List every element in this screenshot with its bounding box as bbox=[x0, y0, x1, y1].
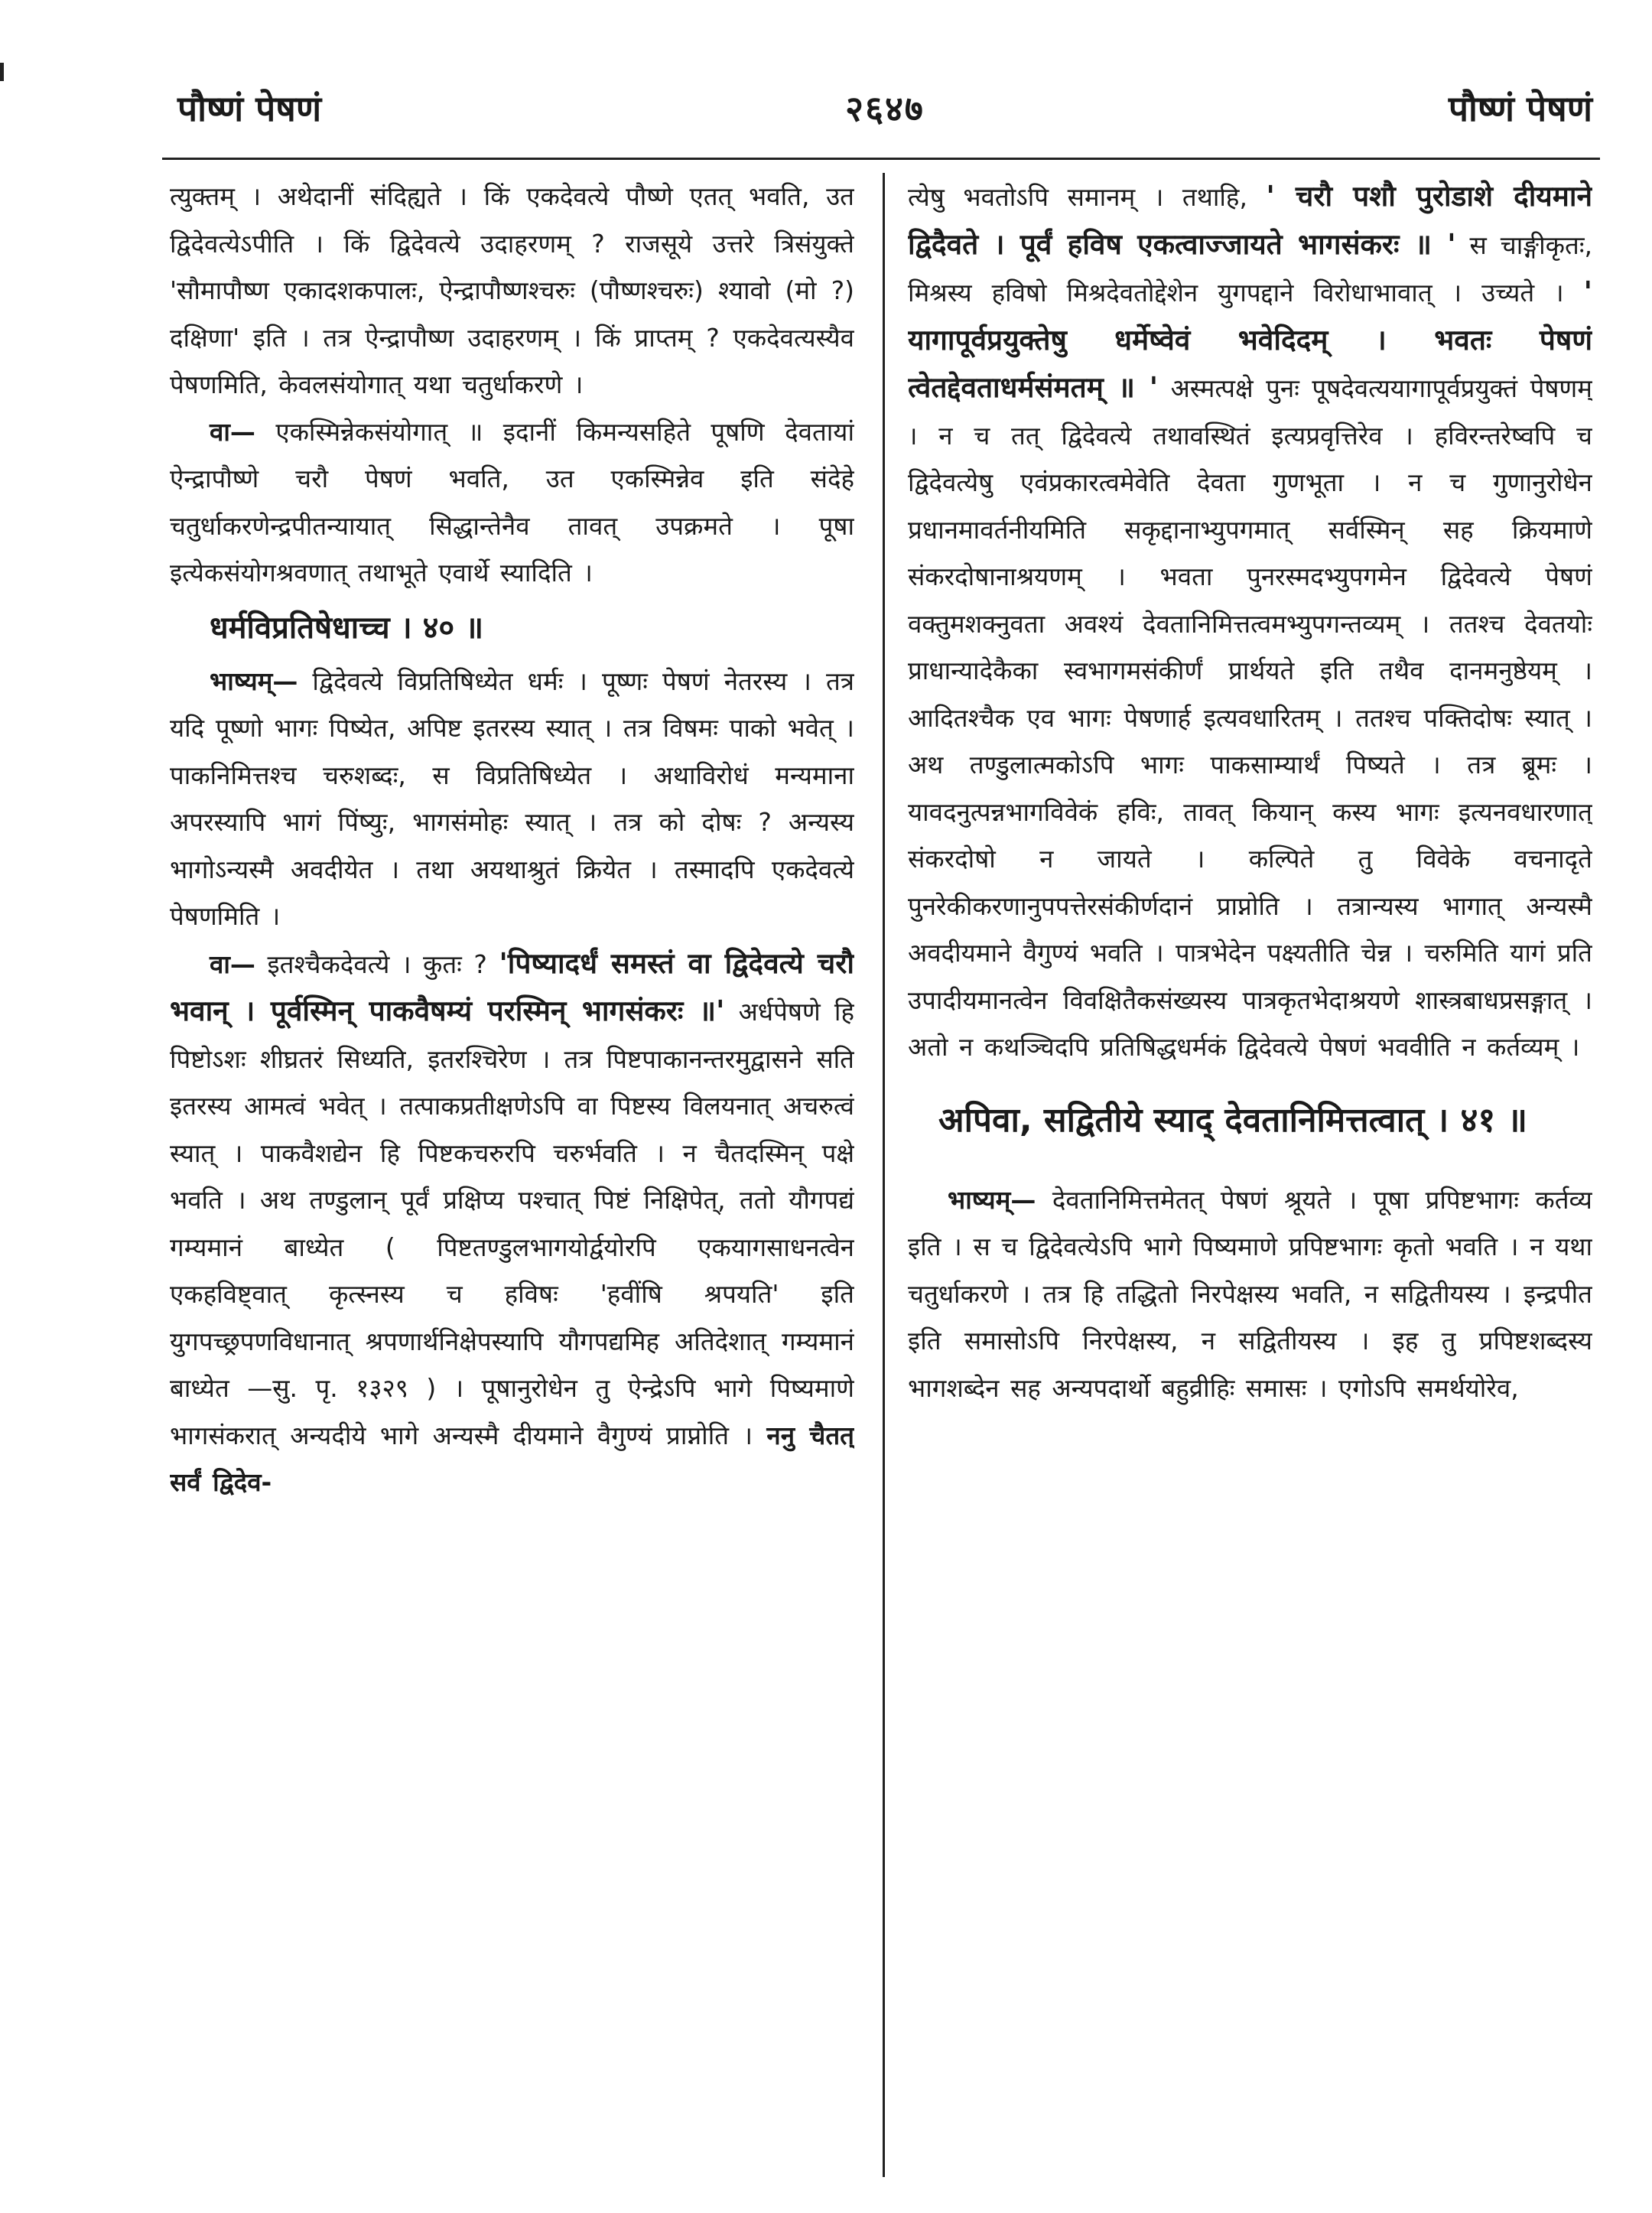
paragraph-continuation bbox=[908, 173, 1592, 1071]
bhashya-text: द्विदेवत्ये विप्रतिषिध्येत धर्मः । पूष्णः पेषणं नेतरस्य । तत्र यदि पूष्णो भागः पिष्येत, अपिष्ट इतरस्य स्यात् । तत्र विषमः पाको भवेत् । पाकनिमित्तश्च चरुशब्दः, स विप्रतिषिध्येत । अथाविरोधं मन्यमाना अपरस्यापि भागं पिंष्युः, भागसंमोहः स्यात् । तत्र को दोषः ? अन्यस्य भागोऽन्यस्मै अवदीयेत । तथा अयथाश्रुतं क्रियेत । तस्मादपि एकदेवत्ये पेषणमिति । bbox=[170, 666, 854, 931]
bhashya-label: भाष्यम्— bbox=[948, 1184, 1036, 1215]
header-left-title: पौष्णं पेषणं bbox=[177, 88, 322, 129]
right-column bbox=[908, 173, 1592, 2177]
verse-quote: ' चरौ पशौ पुरोडाशे दीयमाने द्विदैवते । पूर्वं हविष एकत्वाज्जायते भागसंकरः ॥ ' bbox=[908, 180, 1592, 261]
vartika-label: वा— bbox=[210, 416, 255, 447]
verse-quote: 'पिष्याद‍र्धं समस्तं वा द्विदेवत्ये चरौ भवान् । पूर्वस्मिन् पाकवैषम्यं परस्मिन् भागसंकरः ॥' bbox=[170, 946, 854, 1027]
vartika-text: अर्धपेषणे हि पिष्टोऽशः शीघ्रतरं सिध्यति, इतरश्चिरेण । तत्र पिष्टपाकानन्तरमुद्वासने सति इतरस्य आमत्वं भवेत् । तत्पाकप्रतीक्षणेऽपि वा पिष्टस्य विलयनात् अचरुत्वं स्यात् । पाकवैशद्येन हि पिष्टकचरुरपि चरुर्भवति । न चैतदस्मिन् पक्षे भवति । अथ तण्डुलान् पूर्वं प्रक्षिप्य पश्चात् पिष्टं निक्षिपेत्, ततो यौगपद्यं गम्यमानं बाध्येत ( पिष्टतण्डुलभागयोर्द्वयोरपि एकयागसाधनत्वेन एकहविष्ट्वात् कृत्स्नस्य च हविषः 'हवींषि श्रपयति' इति युगपच्छ्रपणविधानात् श्रपणार्थनिक्षेपस्यापि यौगपद्यमिह अतिदेशात् गम्यमानं बाध्येत —सु. पृ. १३२९ ) । पूषानुरोधेन तु ऐन्द्रेऽपि भागे पिष्यमाणे भागसंकरात् अन्यदीये भागे अन्यस्मै दीयमाने वैगुण्यं प्राप्नोति । bbox=[170, 997, 854, 1450]
continuation-text: त्येषु भवतोऽपि समानम् । तथाहि, bbox=[908, 182, 1247, 212]
vartika-text: एकस्मिन्नेकसंयोगात् ॥ इदानीं किमन्यसहिते पूषणि देवतायां ऐन्द्रापौष्णे चरौ पेषणं भवति, उत एकस्मिन्नेव इति संदेहे चतुर्धाकरणेन्द्रपीतन्यायात् सिद्धान्तेनैव तावत् उपक्रमते । पूषा इत्येकसंयोगश्रवणात् तथाभूते एवार्थे स्यादिति । bbox=[170, 416, 854, 587]
verse-quote: ' यागापूर्वप्रयुक्तेषु धर्मेष्वेवं भवेदिदम् । भवतः पेषणं त्वेतद्देवताधर्मसंमतम् ॥ ' bbox=[908, 275, 1592, 404]
page bbox=[170, 73, 1592, 2185]
vartika-tail: ननु चैतत् सर्वं द्विदेव- bbox=[170, 1420, 854, 1497]
continuation-text: स चाङ्गीकृतः, मिश्रस्य हविषो मिश्रदेवतोद्देशेन युगपद्दाने विरोधाभावात् । उच्यते । bbox=[908, 229, 1592, 308]
page-number: २६४७ bbox=[845, 88, 925, 129]
header-right-title: पौष्णं पेषणं bbox=[1448, 88, 1592, 129]
paragraph-vartika-1 bbox=[170, 408, 854, 597]
continuation-text: अस्मत्पक्षे पुनः पूषदेवत्ययागापूर्वप्रयुक्तं पेषणम् । न च तत् द्विदेवत्ये तथावस्थितं इत्यप्रवृत्तिरेव । हविरन्तरेष्वपि च द्विदेवत्येषु एवंप्रकारत्वमेवेति देवता गुणभूता । न च गुणानुरोधेन प्रधानमावर्तनीयमिति सकृद्दानाभ्युपगमात् सर्वस्मिन् सह क्रियमाणे संकरदोषानाश्रयणम् । भवता पुनरस्मदभ्युपगमेन द्विदेवत्ये पेषणं वक्तुमशक्नुवता अवश्यं देवतानिमित्तत्वमभ्युपगन्तव्यम् । ततश्च देवतयोः प्राधान्यादेकैका स्वभागमसंकीर्णं प्रार्थयते इति तथैव दानमनुष्ठेयम् । आदितश्चैक एव भागः पेषणार्ह इत्यवधारितम् । ततश्च पक्तिदोषः स्यात् । अथ तण्डुलात्मकोऽपि भागः पाकसाम्यार्थं पिष्यते । तत्र ब्रूमः । यावदनुत्पन्नभागविवेकं हविः, तावत् कियान् कस्य भागः इत्यनवधारणात् संकरदोषो न जायते । कल्पिते तु विवेके वचनादृते पुनरेकीकरणानुपपत्तेरसंकीर्णदानं प्राप्नोति । तत्रान्यस्य भागात् अन्यस्मै अवदीयमाने वैगुण्यं भवति । पात्रभेदेन पक्ष्यतीति चेन्न । चरुमिति यागं प्रति उपादीयमानत्वेन विवक्षितैकसंख्यस्य पात्रकृतभेदाश्रयणे शास्त्रबाधप्रसङ्गात् । अतो न कथञ्चिदपि प्रतिषिद्धधर्मकं द्विदेवत्ये पेषणं भववीति न कर्तव्यम् । bbox=[908, 373, 1592, 1062]
vartika-label: वा— bbox=[210, 949, 255, 979]
scan-edge-mark bbox=[0, 63, 4, 81]
paragraph-bhashya-40 bbox=[170, 658, 854, 940]
bhashya-label: भाष्यम्— bbox=[210, 666, 298, 696]
paragraph-bhashya-41 bbox=[908, 1176, 1592, 1412]
header-rule bbox=[162, 158, 1600, 160]
column-divider bbox=[883, 173, 885, 2177]
bhashya-text: देवतानिमित्तमेतत् पेषणं श्रूयते । पूषा प्रपिष्टभागः कर्तव्य इति । स च द्विदेवत्येऽपि भागे पिष्यमाणे प्रपिष्टभागः कृतो भवति । न यथा चतुर्धाकरणे । तत्र हि तद्धितो निरपेक्षस्य भवति, न सद्वितीयस्य । इन्द्रपीत इति समासोऽपि निरपेक्षस्य, न सद्वितीयस्य । इह तु प्रपिष्टशब्दस्य भागशब्देन सह अन्यपदार्थो बहुव्रीहिः समासः । एगोऽपि समर्थयोरेव, bbox=[908, 1184, 1592, 1403]
vartika-text: इतश्चैकदेवत्ये । कुतः ? bbox=[267, 949, 487, 979]
sutra-41: अपिवा, सद्वितीये स्याद् देवतानिमित्तत्वात् । ४१ ॥ bbox=[938, 1100, 1527, 1140]
paragraph-intro: त्युक्तम् । अथेदानीं संदिह्यते । किं एकदेवत्ये पौष्णे एतत् भवति, उत द्विदेवत्येऽपीति । किं द्विदेवत्ये उदाहरणम् ? राजसूये उत्तरे त्रिसंयुक्ते 'सौमापौष्ण एकादशकपालः, ऐन्द्रापौष्णश्चरुः (पौष्णश्चरुः) श्यावो (मो ?) दक्षिणा' इति । तत्र ऐन्द्रापौष्ण उदाहरणम् । किं प्राप्तम् ? एकदेवत्यस्यैव पेषणमिति, केवलसंयोगात् यथा चतुर्धाकरणे । bbox=[170, 181, 854, 399]
paragraph-vartika-2 bbox=[170, 940, 854, 1506]
sutra-40: धर्मविप्रतिषेधाच्च । ४० ॥ bbox=[210, 610, 484, 646]
running-header bbox=[177, 73, 1592, 142]
left-column bbox=[170, 173, 854, 2177]
